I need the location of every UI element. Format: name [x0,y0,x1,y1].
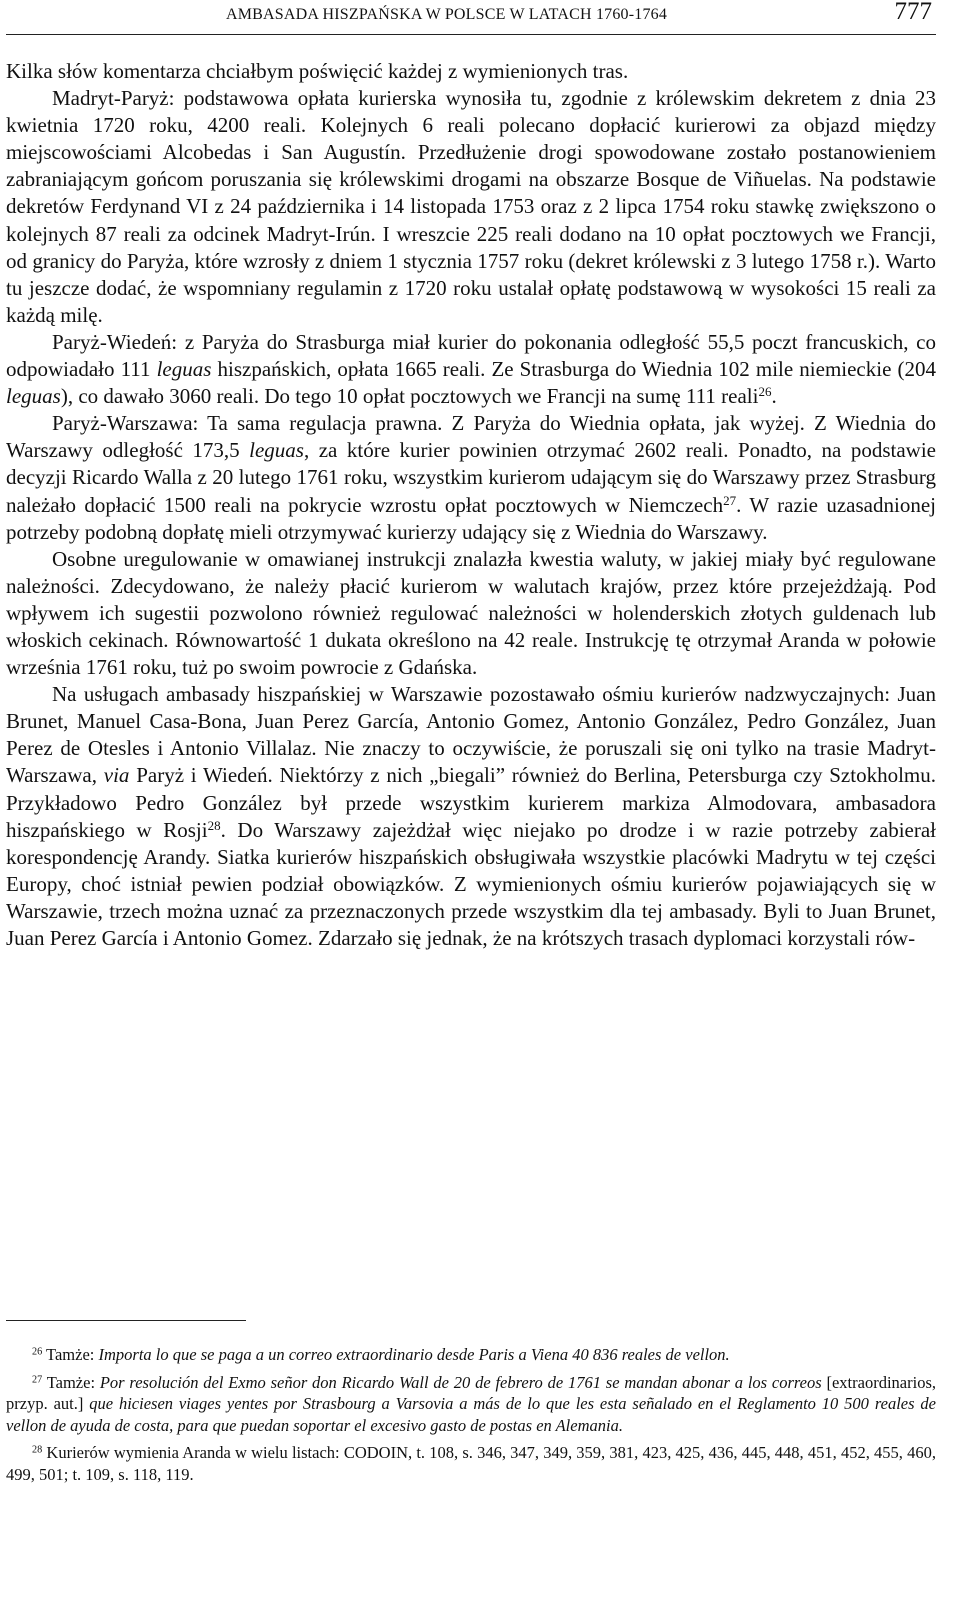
text-run: Na usługach ambasady hiszpańskiej w Warszawie pozostawało ośmiu kurierów nadzwyczajnych: Juan Brunet, Manuel Casa-Bona, Juan Perez García, Antonio Gomez, Antonio González, Pedro González, Juan Perez de Otesles i Antonio Villalaz. Nie znaczy to oczywiście, że poruszali się oni tylko na trasie Madryt-Warszawa, [6,682,936,788]
text-run: Paryż i Wiedeń. Niektórzy z nich „biegali” również do Berlina, Petersburga czy Sztokholmu. Przykładowo Pedro González był przede wszystkim kurierem markiza Almodovara, ambasadora hiszpańskiego w Rosji [6,763,936,842]
paragraph [6,681,936,952]
italic-run: que hiciesen viages yentes por Strasbourg a Varsovia a más de lo que les esta señalado en el Reglamento 10 500 reales de vellon de ayuda de costa, para que puedan soportar el excesivo gasto de postas en Alemania. [6,1394,936,1435]
paragraph [6,410,936,545]
text-run: Osobne uregulowanie w omawianej instrukcji znalazła kwestia waluty, w jakiej miały być regulowane należności. Zdecydowano, że należy płacić kurierom w walutach krajów, przez które przejeżdżają. Pod wpływem ich sugestii pozwolono również regulować należności w holenderskich złotych guldenach lub włoskich cekinach. Równowartość 1 dukata określono na 42 reale. Instrukcję tę otrzymał Aranda w połowie września 1761 roku, tuż po swoim powrocie z Gdańska. [6,546,936,680]
footnote-separator [6,1320,246,1321]
paragraph [6,329,936,410]
italic-run: Importa lo que se paga a un correo extraordinario desde Paris a Viena 40 836 reales de vellon. [98,1345,730,1364]
text-run: , za które kurier powinien otrzymać 2602 reali. Ponadto, na podstawie decyzji Ricardo Walla z 20 lutego 1761 roku, wszystkim kurierom udającym się do Warszawy przez Strasburg należało dopłacić 1500 reali na pokrycie wzrostu opłat pocztowych w Niemczech [6,438,936,517]
text-run: . [771,384,777,409]
text-run: Kilka słów komentarza chciałbym poświęcić każdej z wymienionych tras. [6,59,629,83]
footnote-ref: 28 [207,817,221,833]
book-page [6,0,936,1614]
footnote [6,1372,936,1437]
paragraph [6,58,936,85]
italic-run: leguas [249,438,304,463]
footnote [6,1344,936,1366]
paragraph [6,546,936,681]
footnote-ref: 28 [32,1444,43,1456]
italic-run: via [103,763,130,788]
running-title: AMBASADA HISZPAŃSKA W POLSCE W LATACH 1760-1764 [226,6,668,23]
italic-run: Por resolución del Exmo señor don Ricardo Wall de 20 de febrero de 1761 se mandan abonar a los correos [99,1372,822,1392]
text-run: Tamże: [42,1372,100,1392]
text-run: Paryż-Wiedeń: z Paryża do Strasburga miał kurier do pokonania odległość 55,5 poczt francuskich, co odpowiadało 111 [6,329,936,382]
running-header [6,0,936,34]
italic-run: leguas [156,357,212,382]
footnote [6,1442,936,1485]
footnote-ref: 26 [32,1346,43,1358]
paragraph [6,85,936,329]
italic-run: leguas [6,384,61,409]
text-run: Tamże: [42,1345,99,1364]
text-run: Madryt-Paryż: podstawowa opłata kurierska wynosiła tu, zgodnie z królewskim dekretem z dnia 23 kwietnia 1720 roku, 4200 reali. Kolejnych 6 reali polecano dopłacić kurierowi za objazd między miejscowościami Alcobedas i San Augustín. Przedłużenie drogi spowodowane zostało postanowieniem zabraniającym gońcom poruszania się królewskimi drogami na obszarze Bosque de Viñuelas. Na podstawie dekretów Ferdynand VI z 24 października i 14 listopada 1753 oraz z 2 lipca 1754 roku stawkę zwiększono o kolejnych 87 reali za odcinek Madryt-Irún. I wreszcie 225 reali dodano na 10 opłat pocztowych we Francji, od granicy do Paryża, które wzrosły z dniem 1 stycznia 1757 roku (dekret królewski z 3 lutego 1758 r.). Warto tu jeszcze dodać, że wspomniany regulamin z 1720 roku ustalał opłatę podstawową w wysokości 15 reali za każdą milę. [6,86,936,327]
main-text [6,58,936,952]
footnote-ref: 26 [758,383,772,399]
footnote-ref: 27 [723,492,737,508]
page-number: 777 [894,0,932,25]
text-run: Paryż-Warszawa: Ta sama regulacja prawna. Z Paryża do Wiednia opłata, jak wyżej. Z Wiednia do Warszawy odległość 173,5 [6,411,936,463]
text-run: . Do Warszawy zajeżdżał więc niejako po drodze i w razie potrzeby zabierał korespondencję Arandy. Siatka kurierów hiszpańskich obsługiwała wszystkie placówki Madrytu w tej części Europy, choć istniał pewien podział obowiązków. Z wymienionych ośmiu kurierów pojawiających się w Warszawie, trzech można uznać za przeznaczonych przede wszystkim dla tej ambasady. Byli to Juan Brunet, Juan Perez García i Antonio Gomez. Zdarzało się jednak, że na krótszych trasach dyplomaci korzystali rów- [6,817,936,950]
text-run: ), co dawało 3060 reali. Do tego 10 opłat pocztowych we Francji na sumę 111 reali [60,384,759,409]
text-run: . W razie uzasadnionej potrzeby podobną dopłatę mieli otrzymywać kurierzy udający się z Wiednia do Warszawy. [6,492,936,544]
text-run: [extraordinarios, przyp. aut.] [6,1372,936,1414]
footnote-ref: 27 [32,1373,43,1385]
header-rule [6,34,936,35]
text-run: Kurierów wymienia Aranda w wielu listach: CODOIN, t. 108, s. 346, 347, 349, 359, 381, 423, 425, 436, 445, 448, 451, 452, 455, 460, 499, 501; t. 109, s. 118, 119. [6,1443,936,1484]
footnotes [6,1344,936,1492]
text-run: hiszpańskich, opłata 1665 reali. Ze Strasburga do Wiednia 102 mile niemieckie (204 [211,357,936,382]
